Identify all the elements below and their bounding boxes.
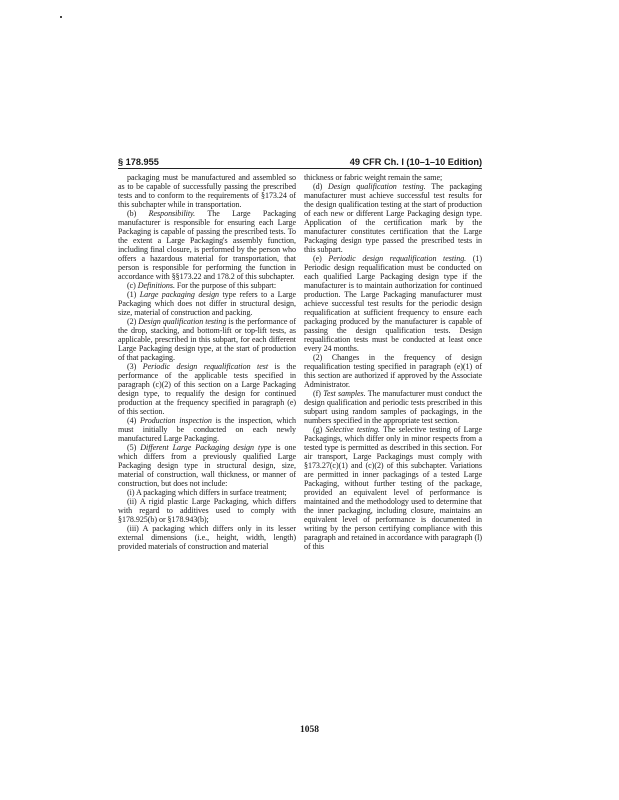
paragraph-text: packaging must be manufactured and assembled so as to be capable of successfully passing the prescribed tests and to conform to the requirements of §173.24 of this subchapter while in transportation. [118, 173, 296, 209]
paragraph-body: type refers to a Large Packaging which does not differ in structural design, size, material of construction and packing. [118, 290, 296, 317]
page-number: 1058 [300, 725, 319, 735]
paragraph-heading: Design qualification testing [138, 317, 227, 326]
cfr-edition: 49 CFR Ch. I (10–1–10 Edition) [349, 157, 482, 167]
paragraph-body: is one which differs from a previously qualified Large Packaging design type in structural design, size, material of construction, wall thickness, or manner of construction, but does not include: [118, 443, 296, 488]
running-header [118, 155, 482, 169]
paragraph-heading: Different Large Packaging design type [140, 443, 272, 452]
right-column [304, 173, 482, 551]
paragraph [304, 182, 482, 254]
paragraph-body: (1) Periodic design requalification must be conducted on each qualified Large Packaging design type if the manufacturer is to maintain authorization for continued production. The Large Packaging manufacturer must achieve successful test results for the periodic design requalification at sufficient frequency to ensure each packaging produced by the manufacturer is capable of passing the design qualification tests. Design requalification tests must be conducted at least once every 24 months. [304, 254, 482, 353]
paragraph-text: (f) [313, 389, 324, 398]
paragraph-text: (i) A packaging which differs in surface treatment; [127, 488, 287, 497]
paragraph-heading: Production inspection [140, 416, 212, 425]
paragraph-body: For the purpose of this subpart: [174, 281, 277, 290]
paragraph-body: is the performance of the applicable tests specified in paragraph (c)(2) of this section on a Large Packaging design type, to requalify the design for continued production at the frequency specified in paragraph (e) of this section. [118, 362, 297, 416]
paragraph-text: (iii) A packaging which differs only in its lesser external dimensions (i.e., height, width, length) provided materials of construction and material [118, 524, 296, 551]
paragraph-text: (ii) A rigid plastic Large Packaging, which differs with regard to additives used to comply with §178.925(b) or §178.943(b); [118, 497, 296, 524]
paragraph [118, 524, 296, 551]
paragraph-text: (d) [313, 182, 329, 191]
paragraph-text: (3) [127, 362, 143, 371]
paragraph [118, 488, 296, 497]
paragraph-heading: Selective testing. [325, 425, 380, 434]
header-rule [118, 168, 482, 169]
paragraph [118, 416, 296, 443]
paragraph [118, 443, 296, 488]
paragraph [118, 281, 296, 290]
paragraph-body: is the performance of the drop, stacking, and bottom-lift or top-lift tests, as applicable, prescribed in this subpart, for each different Large Packaging design type, at the start of production of that packaging. [118, 317, 296, 362]
left-column [118, 173, 296, 551]
paragraph [304, 254, 482, 353]
paragraph-heading: Definitions. [137, 281, 175, 290]
paragraph-heading: Test samples. [323, 389, 366, 398]
paragraph-heading: Responsibility. [148, 209, 196, 218]
paragraph-text: (2) Changes in the frequency of design requalification testing specified in paragraph (e)(1) of this section are authorized if approved by the Associate Administrator. [304, 353, 482, 389]
paragraph-heading: Periodic design requalification testing. [328, 254, 467, 263]
paragraph-body: The packaging manufacturer must achieve successful test results for the design qualification testing at the start of production of each new or different Large Packaging design type. Application of the certification mark by the manufacturer constitutes certification that the Large Packaging design type passed the prescribed tests in this subpart. [304, 182, 482, 254]
paragraph [118, 173, 296, 209]
paragraph [304, 425, 482, 551]
paragraph [304, 389, 482, 425]
paragraph-heading: Periodic design requalification test [142, 362, 269, 371]
paragraph [304, 353, 482, 389]
paragraph-text: (2) [127, 317, 139, 326]
paragraph-text: (e) [313, 254, 329, 263]
paragraph-heading: Large packaging design [139, 290, 220, 299]
paragraph-body: The Large Packaging manufacturer is responsible for ensuring each Large Packaging is capable of passing the prescribed tests. To the extent a Large Packaging's assembly function, including final closure, is performed by the person who offers a hazardous material for transportation, that person is responsible for performing the function in accordance with §§173.22 and 178.2 of this subchapter. [118, 209, 296, 281]
section-number: § 178.955 [118, 157, 159, 167]
paragraph [118, 209, 296, 281]
paragraph [118, 317, 296, 362]
paragraph-body: The manufacturer must conduct the design qualification and periodic tests prescribed in this subpart using random samples of packagings, in the numbers specified in the appropriate test section. [304, 389, 483, 425]
paragraph-heading: Design qualification testing. [328, 182, 426, 191]
paragraph-body: is the inspection, which must initially be conducted on each newly manufactured Large Packaging. [118, 416, 296, 443]
paragraph [118, 362, 296, 416]
scan-speck [60, 16, 62, 18]
paragraph-text: (4) [127, 416, 141, 425]
paragraph-text: (1) [127, 290, 140, 299]
paragraph-text: (g) [313, 425, 326, 434]
paragraph-text: (c) [127, 281, 138, 290]
paragraph-text: (b) [127, 209, 149, 218]
paragraph [304, 173, 482, 182]
paragraph-text: thickness or fabric weight remain the same; [304, 173, 443, 182]
paragraph [118, 290, 296, 317]
paragraph [118, 497, 296, 524]
paragraph-text: (5) [127, 443, 141, 452]
paragraph-body: The selective testing of Large Packagings, which differ only in minor respects from a tested type is permitted as described in this section. For air transport, Large Packagings must comply with §173.27(c)(1) and (c)(2) of this subchapter. Variations are permitted in inner packagings of a tested Large Packaging, without further testing of the package, provided an equivalent level of performance is maintained and the methodology used to determine that the inner packaging, including closure, maintains an equivalent level of performance is documented in writing by the person certifying compliance with this paragraph and retained in accordance with paragraph (l) of this [304, 425, 482, 551]
